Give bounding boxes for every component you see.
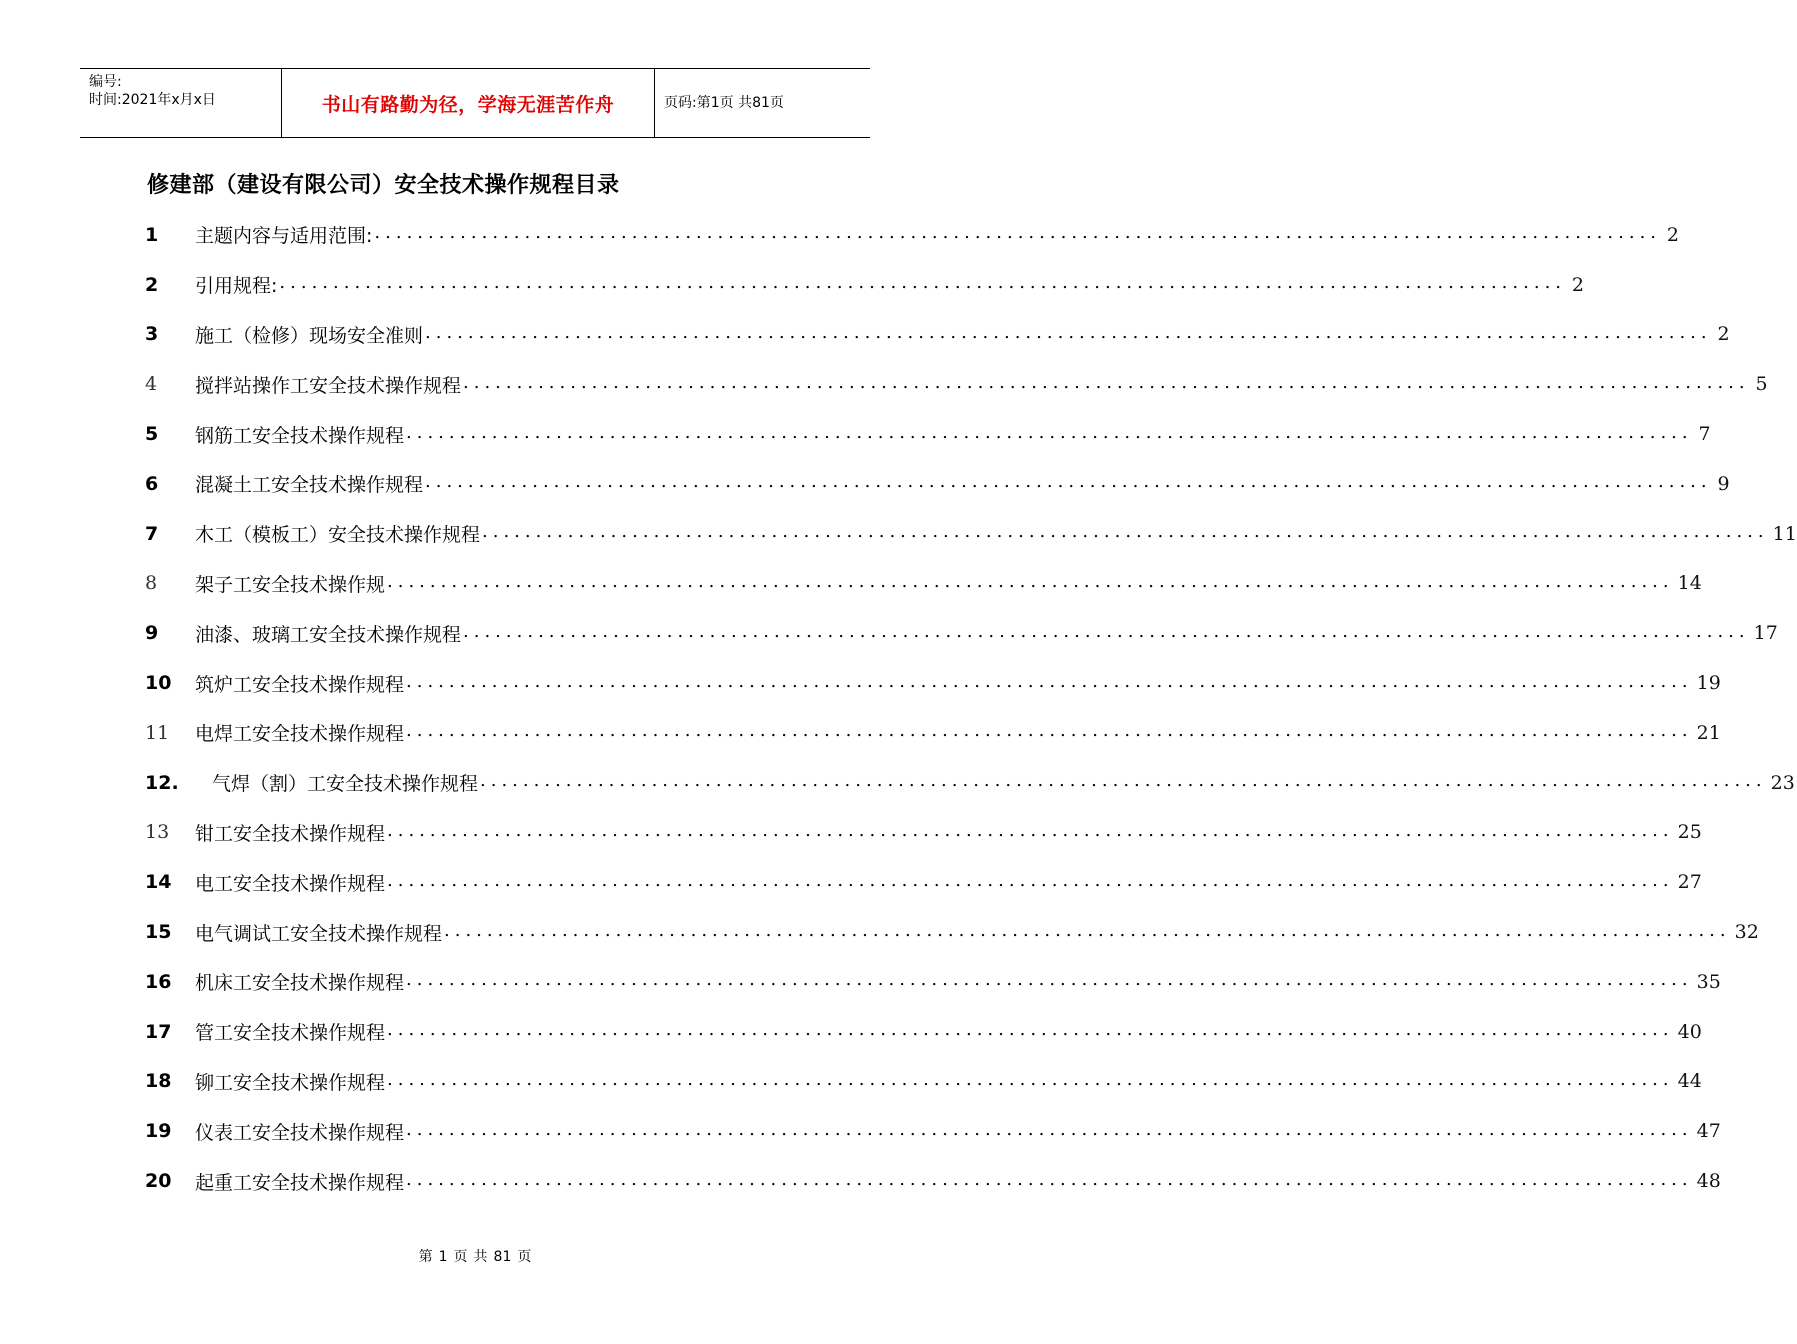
toc-leader-dots: ........................................................................................................................	[387, 819, 1674, 841]
toc-entry[interactable]	[145, 359, 1768, 409]
toc-entry[interactable]	[145, 409, 1711, 459]
toc-leader-dots: ........................................................................................................................	[425, 471, 1712, 493]
footer-current-page: 1	[438, 1249, 448, 1265]
toc-entry-page: 47	[1696, 1120, 1721, 1143]
toc-entry-page: 5	[1755, 373, 1768, 396]
header-page-info: 页码:第1页 共81页	[664, 95, 784, 111]
footer-suffix: 页	[517, 1249, 532, 1265]
toc-entry-page: 40	[1677, 1020, 1702, 1043]
toc-leader-dots: ........................................................................................................................	[480, 770, 1767, 792]
toc-entry-title: 钢筋工安全技术操作规程	[195, 424, 405, 447]
toc-entry-title: 筑炉工安全技术操作规程	[195, 673, 405, 696]
toc-entry-title: 木工（模板工）安全技术操作规程	[195, 524, 481, 547]
toc-entry-page: 48	[1696, 1170, 1721, 1193]
toc-entry-page: 17	[1753, 622, 1778, 645]
header-meta	[80, 69, 280, 137]
footer-total-pages: 81	[493, 1249, 512, 1265]
toc-entry-number: 7	[145, 522, 159, 545]
toc-entry[interactable]	[145, 559, 1702, 609]
toc-entry-title: 起重工安全技术操作规程	[195, 1171, 405, 1194]
toc-entry[interactable]	[145, 658, 1721, 708]
toc-entry-page: 44	[1677, 1070, 1702, 1093]
toc-entry-page: 23	[1770, 771, 1795, 794]
toc-entry-number: 18	[145, 1070, 172, 1093]
toc-entry-number: 14	[145, 871, 172, 894]
toc-entry-number: 11	[145, 721, 170, 744]
toc-entry-number: 13	[145, 821, 170, 844]
toc-leader-dots: ........................................................................................................................	[387, 1019, 1674, 1041]
toc-entry[interactable]	[145, 509, 1797, 559]
toc-entry-title: 钳工安全技术操作规程	[195, 822, 386, 845]
toc-entry-title: 主题内容与适用范围:	[195, 225, 373, 248]
toc-entry-number: 19	[145, 1120, 172, 1143]
toc-entry-number: 3	[145, 323, 159, 346]
toc-entry-title: 油漆、玻璃工安全技术操作规程	[195, 623, 462, 646]
header-motto: 书山有路勤为径，学海无涯苦作舟	[321, 93, 615, 116]
toc-entry[interactable]	[145, 260, 1585, 310]
toc-entry-page: 2	[1666, 223, 1680, 246]
toc-entry[interactable]	[145, 210, 1680, 260]
toc-entry[interactable]	[145, 1007, 1702, 1057]
toc-leader-dots: ........................................................................................................................	[406, 720, 1693, 742]
toc-entry-number: 2	[145, 273, 159, 296]
toc-leader-dots: ........................................................................................................................	[463, 620, 1750, 642]
toc-leader-dots: ........................................................................................................................	[279, 272, 1567, 294]
footer-page-word: 页	[453, 1249, 468, 1265]
toc-entry-page: 21	[1696, 721, 1721, 744]
toc-entry-number: 16	[145, 970, 172, 993]
toc-entry[interactable]	[145, 608, 1778, 658]
toc-entry-title: 电工安全技术操作规程	[195, 872, 386, 895]
toc-leader-dots: ........................................................................................................................	[444, 919, 1731, 941]
toc-leader-dots: ........................................................................................................................	[387, 869, 1674, 891]
toc-entry-title: 仪表工安全技术操作规程	[195, 1121, 405, 1144]
toc-entry-number: 20	[145, 1170, 172, 1193]
toc-leader-dots: ........................................................................................................................	[463, 371, 1750, 393]
toc-entry-page: 9	[1717, 472, 1730, 495]
toc-entry[interactable]	[145, 1057, 1702, 1107]
footer-prefix: 第	[418, 1249, 433, 1265]
toc-entry-title: 机床工安全技术操作规程	[195, 972, 405, 995]
toc-entry-number: 1	[145, 223, 159, 246]
toc-entry-page: 11	[1772, 522, 1797, 545]
toc-entry-title: 混凝土工安全技术操作规程	[195, 474, 424, 497]
toc-entry-title: 气焊（割）工安全技术操作规程	[212, 773, 479, 796]
toc-entry-page: 2	[1571, 273, 1585, 296]
toc-leader-dots: ........................................................................................................................	[406, 969, 1693, 991]
toc-leader-dots: ........................................................................................................................	[425, 321, 1712, 343]
toc-entry-page: 7	[1698, 423, 1711, 446]
toc-entry[interactable]	[145, 907, 1759, 957]
header-page-cell	[654, 69, 870, 137]
toc-entry-title: 电气调试工安全技术操作规程	[195, 922, 443, 945]
toc-entry-title: 电焊工安全技术操作规程	[195, 723, 405, 746]
toc-leader-dots: ........................................................................................................................	[387, 570, 1674, 592]
toc-entry-page: 14	[1677, 572, 1702, 595]
toc-leader-dots: ........................................................................................................................	[406, 670, 1693, 692]
toc-entry-page: 25	[1677, 821, 1702, 844]
toc-entry-number: 17	[145, 1020, 172, 1043]
toc-entry-title: 管工安全技术操作规程	[195, 1022, 386, 1045]
document-title: 修建部（建设有限公司）安全技术操作规程目录	[147, 173, 620, 198]
header-number-label: 编号:	[89, 74, 122, 90]
toc-leader-dots: ........................................................................................................................	[387, 1068, 1674, 1090]
toc-entry-number: 8	[145, 572, 158, 595]
toc-entry-page: 27	[1677, 871, 1702, 894]
toc-entry[interactable]	[145, 459, 1730, 509]
toc-entry-number: 10	[145, 672, 172, 695]
toc-leader-dots: ........................................................................................................................	[374, 222, 1662, 244]
header-motto-cell	[281, 69, 655, 137]
toc-entry-title: 搅拌站操作工安全技术操作规程	[195, 374, 462, 397]
footer-total-prefix: 共	[473, 1249, 488, 1265]
toc-entry-number: 15	[145, 921, 172, 944]
toc-entry[interactable]	[145, 1106, 1721, 1156]
page-footer	[0, 1246, 950, 1266]
toc-entry-number: 12.	[145, 771, 179, 794]
toc-entry-page: 35	[1696, 970, 1721, 993]
toc-entry[interactable]	[145, 857, 1702, 907]
toc-entry-page: 19	[1696, 672, 1721, 695]
toc-entry[interactable]	[145, 957, 1721, 1007]
toc-entry-page: 32	[1734, 921, 1759, 944]
toc-entry-title: 施工（检修）现场安全准则	[195, 324, 424, 347]
toc-entry-number: 5	[145, 423, 159, 446]
toc-leader-dots: ........................................................................................................................	[406, 1118, 1693, 1140]
toc-entry-title: 架子工安全技术操作规	[195, 573, 386, 596]
toc-leader-dots: ........................................................................................................................	[406, 421, 1693, 443]
toc-entry-number: 4	[145, 373, 158, 396]
toc-entry[interactable]	[145, 808, 1702, 858]
toc-entry-page: 2	[1717, 323, 1730, 346]
table-of-contents	[145, 210, 1797, 1206]
toc-entry[interactable]	[145, 758, 1795, 808]
toc-entry-title: 引用规程:	[195, 275, 278, 298]
header-time-label: 时间:2021年x月x日	[89, 92, 216, 108]
toc-entry-number: 9	[145, 622, 159, 645]
toc-entry[interactable]	[145, 1156, 1721, 1206]
toc-entry[interactable]	[145, 310, 1730, 360]
toc-leader-dots: ........................................................................................................................	[406, 1168, 1693, 1190]
page-header	[80, 68, 870, 138]
toc-leader-dots: ........................................................................................................................	[482, 521, 1769, 543]
toc-entry[interactable]	[145, 708, 1721, 758]
toc-entry-title: 铆工安全技术操作规程	[195, 1071, 386, 1094]
toc-entry-number: 6	[145, 472, 159, 495]
